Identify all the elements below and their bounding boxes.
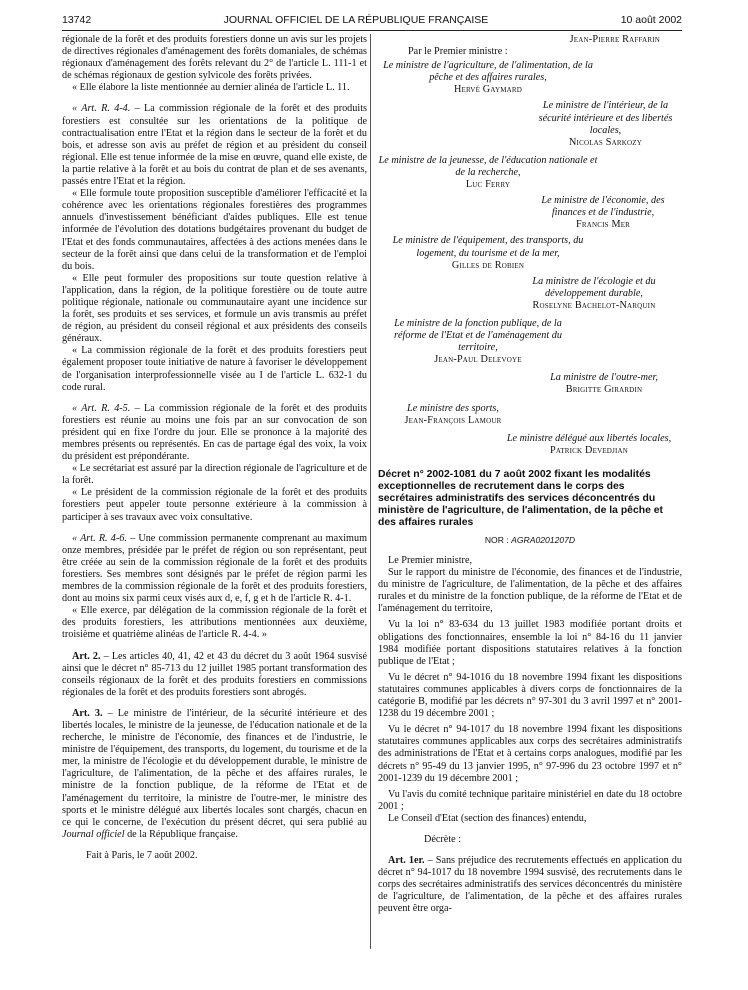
column-divider (370, 34, 371, 949)
paragraph: « Elle élabore la liste mentionnée au dernier alinéa de l'article L. 11. (72, 82, 350, 94)
signature-block: Le ministre de l'économie, des finances et de l'industrie, Francis Mer (528, 195, 678, 231)
signatory-name: Jean-Paul Delevoye (434, 354, 522, 366)
signature-block: Le ministre de l'intérieur, de la sécurité intérieure et des libertés locales, Nicolas Sarkozy (533, 100, 678, 148)
article-label: « Art. R. 4-5. (72, 402, 131, 414)
signatory-name: Brigitte Girardin (565, 384, 643, 396)
page-number: 13742 (62, 14, 92, 26)
paragraph: « Le président de la commission régionale de la forêt et des produits forestiers peut appeler toute personne extérieure à la commission à participer à ses travaux avec voix consultative. (62, 487, 367, 523)
signatory-name: Hervé Gaymard (453, 84, 523, 96)
signature-place-date: Fait à Paris, le 7 août 2002. (86, 849, 198, 861)
prime-minister-name: Jean-Pierre Raffarin (569, 34, 660, 45)
paragraph: « Elle formule toute proposition susceptible d'améliorer l'efficacité et la cohérence avec les orientations régionales forestières des programmes annuels d'investissement bénéficiant d'aides publiques. Elle est tenue informée de l'évolution des dotations budgétaires provenant du budget de l'Etat et des fonds communautaires, affectées à des actions menées dans le secteur de la forêt ainsi que dans celui de la transformation et de l'emploi du bois. (62, 188, 367, 272)
signatory-name: Roselyne Bachelot-Narquin (532, 299, 656, 311)
article-label: Art. 2. (72, 650, 101, 662)
paragraph: Vu l'avis du comité technique paritaire ministériel en date du 18 octobre 2001 ; (378, 788, 682, 812)
article-label: « Art. R. 4-6. (72, 532, 127, 544)
paragraph: Le Conseil d'Etat (section des finances) entendu, (388, 812, 587, 824)
prime-minister-label: Par le Premier ministre : (408, 46, 508, 58)
article-2: Art. 2. – Les articles 40, 41, 42 et 43 du décret du 3 août 1964 susvisé ainsi que le décret n° 85-713 du 12 juillet 1985 portant transformation des conseils régionaux de la forêt et des produits forestiers en commissions régionales de la forêt et des produits forestiers sont abrogés. (62, 650, 367, 698)
header-rule (62, 30, 682, 31)
paragraph: « Elle exerce, par délégation de la commission régionale de la forêt et des produits forestiers, les attributions mentionnées aux deuxième, troisième et quatrième alinéas de l'article R. 4-4. » (62, 605, 367, 641)
signatory-name: Francis Mer (575, 219, 631, 231)
paragraph: Sur le rapport du ministre de l'économie, des finances et de l'industrie, du ministre de l'agriculture, de l'alimentation, de la pêche et des affaires rurales et du ministre de la fonction publique, de la réforme de l'Etat et de l'aménagement du territoire, (378, 567, 682, 615)
signature-block: Le ministre de l'agriculture, de l'alimentation, de la pêche et des affaires rurales, Hervé Gaymard (378, 60, 598, 96)
paragraph: « La commission régionale de la forêt et des produits forestiers peut également proposer toute initiative de nature à favoriser le développement de l'organisation interprofessionnelle visée au I de l'article L. 632-1 du code rural. (62, 345, 367, 393)
paragraph: « Elle peut formuler des propositions sur toute question relative à l'application, dans la région, de la politique forestière ou de toute autre politique régionale, nationale ou communautaire ayant une incidence sur la forêt, ses produits et ses services, et formule un avis transmis au préfet de région, au président du conseil régional et aux présidents des conseils généraux. (62, 272, 367, 345)
article-label: Art. 3. (72, 707, 103, 719)
article-r-4-6: « Art. R. 4-6. – Une commission permanente comprenant au maximum onze membres, présidée par le préfet de région ou son représentant, peut être créée au sein de la commission régionale de la forêt et des produits forestiers. Ses membres sont désignés par le préfet de région parmi les membres de la commission régionale de la forêt et des produits forestiers, dont au moins six parmi ceux visés aux d, e, f, g et h de l'article R. 4-1. (62, 532, 367, 605)
article-r-4-4: « Art. R. 4-4. – La commission régionale de la forêt et des produits forestiers est consultée sur les orientations de la politique de contractualisation entre l'Etat et la région dans le secteur de la forêt et du bois, et adresse son avis au préfet de région et au président du conseil régional. Elle est tenue informée de la mise en œuvre, quand elle existe, de la partie relative à la forêt et au bois du contrat de plan et de ses avenants, passés entre l'Etat et la région. (62, 103, 367, 188)
paragraph: « Le secrétariat est assuré par la direction régionale de l'agriculture et de la forêt. (62, 463, 367, 487)
nor-reference: NOR : AGRA0201207D (484, 534, 576, 545)
article-r-4-5: « Art. R. 4-5. – La commission régionale de la forêt et des produits forestiers est réunie au moins une fois par an sur convocation de son président qui en fixe l'ordre du jour. Elle se prononce à la majorité des membres présents ou représentés. En cas de partage égal des voix, la voix du président est prépondérante. (62, 402, 367, 463)
signature-block: Le ministre de la jeunesse, de l'éducation nationale et de la recherche, Luc Ferry (378, 154, 598, 191)
signatory-name: Nicolas Sarkozy (568, 136, 642, 148)
signatory-name: Jean-François Lamour (404, 414, 502, 426)
paragraph: Le Premier ministre, (388, 555, 473, 566)
issue-date: 10 août 2002 (620, 14, 682, 26)
signature-block: Le ministre de l'équipement, des transports, du logement, du tourisme et de la mer, Gilles de Robien (378, 235, 598, 271)
signature-block: Le ministre des sports, Jean-François Lamour (378, 403, 528, 427)
signature-block: La ministre de l'outre-mer, Brigitte Girardin (528, 372, 680, 396)
page-header (62, 12, 682, 28)
journal-title: JOURNAL OFFICIEL DE LA RÉPUBLIQUE FRANÇAISE (223, 14, 489, 26)
right-column (378, 34, 682, 916)
decree-title: Décret n° 2002-1081 du 7 août 2002 fixant les modalités exceptionnelles de recrutement dans le corps des secrétaires administratifs des services déconcentrés du ministère de l'agriculture, de l'alimentation, de la pêche et des affaires rurales (378, 468, 663, 528)
signatory-name: Gilles de Robien (451, 259, 525, 271)
signatory-name: Luc Ferry (465, 179, 511, 191)
paragraph: Vu le décret n° 94-1017 du 18 novembre 1994 fixant les dispositions statutaires communes applicables aux corps des secrétaires administratifs des administrations de l'Etat et à certains corps analogues, modifié par les décrets n° 95-49 du 13 janvier 1995, n° 97-996 du 23 octobre 1997 et n° 2001-1239 du 19 décembre 2001 ; (378, 724, 682, 784)
decrete-heading: Décrète : (424, 833, 462, 845)
article-1: Art. 1er. – Sans préjudice des recrutements effectués en application du décret n° 94-1017 du 18 novembre 1994 susvisé, des recrutements dans le corps des secrétaires administratifs des services déconcentrés du ministère de l'agriculture, de l'alimentation, de la pêche et des affaires rurales peuvent être orga- (378, 855, 682, 915)
signature-block: Le ministre de la fonction publique, de la réforme de l'Etat et de l'aménagement du territoire, Jean-Paul Delevoye (378, 318, 578, 366)
article-3: Art. 3. – Le ministre de l'intérieur, de la sécurité intérieure et des libertés locales, le ministre de la jeunesse, de l'éducation nationale et de la recherche, le ministre de l'économie, des finances et de l'industrie, le ministre de l'équipement, des transports, du logement, du tourisme et de la mer, la ministre de l'écologie et du développement durable, le ministre de l'agriculture, de l'alimentation, de la pêche et des affaires rurales, le ministre de la fonction publique, de la réforme de l'Etat et de l'aménagement du territoire, la ministre de l'outre-mer, le ministre des sports et le ministre délégué aux libertés locales sont chargés, chacun en ce qui le concerne, de l'exécution du présent décret, qui sera publié au Journal officiel de la République française. (62, 707, 367, 840)
left-column (62, 34, 367, 862)
signatory-name: Patrick Devedjian (549, 444, 629, 456)
article-label: « Art. R. 4-4. (72, 103, 131, 115)
paragraph: régionale de la forêt et des produits forestiers donne un avis sur les projets de directives régionales d'aménagement des forêts domaniales, de schémas régionaux d'aménagement des forêts relevant du 2° de l'article L. 111-1 et de schémas régionaux de gestion sylvicole des forêts privées. (62, 34, 367, 82)
signature-block: Le ministre délégué aux libertés locales, Patrick Devedjian (498, 433, 680, 457)
paragraph: Vu la loi n° 83-634 du 13 juillet 1983 modifiée portant droits et obligations des fonctionnaires, ensemble la loi n° 84-16 du 11 janvier 1984 modifiée portant dispositions statutaires relatives à la fonction publique de l'Etat ; (378, 619, 682, 667)
signature-block: La ministre de l'écologie et du développement durable, Roselyne Bachelot-Narquin (508, 276, 680, 312)
paragraph: Vu le décret n° 94-1016 du 18 novembre 1994 fixant les dispositions statutaires communes applicables à divers corps de fonctionnaires de la catégorie B, modifié par les décrets n° 97-301 du 3 avril 1997 et n° 2001-1238 du 19 décembre 2001 ; (378, 671, 682, 720)
article-label: Art. 1er. (388, 855, 425, 867)
